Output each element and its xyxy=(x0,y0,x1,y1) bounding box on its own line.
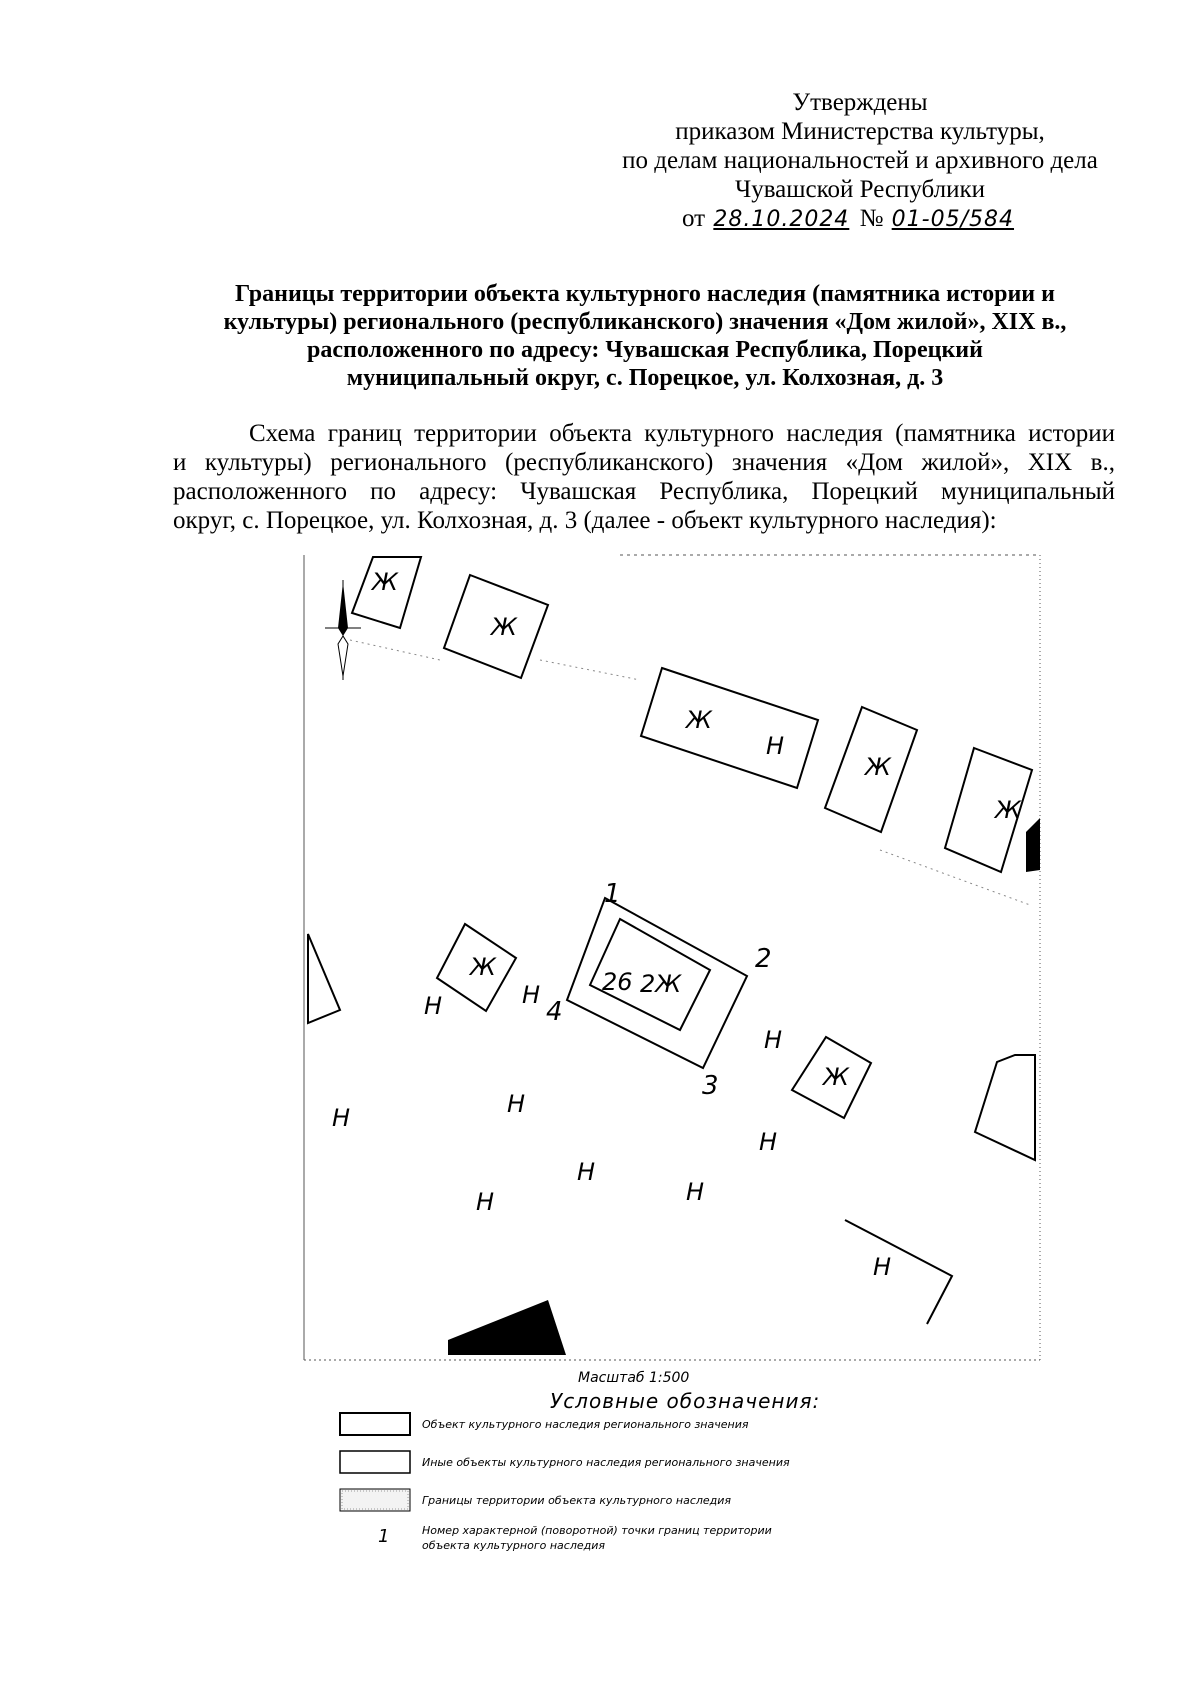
legend-point-sample: 1 xyxy=(378,1526,390,1547)
map-scale: Масштаб 1:500 xyxy=(578,1370,690,1386)
para-line-3: расположенного по адресу: Чувашская Республика, Порецкий муниципальный xyxy=(173,478,1115,505)
para-line-1: Схема границ территории объекта культурного наследия (памятника истории xyxy=(249,420,1115,447)
street-lines xyxy=(350,640,1030,905)
legend-item-3: Границы территории объекта культурного наследия xyxy=(422,1494,732,1507)
label-zh-5: Ж xyxy=(995,796,1021,824)
label-zh-7: Ж xyxy=(823,1063,849,1091)
partial-building-left xyxy=(308,934,340,1023)
legend-item-1: Объект культурного наследия регионального значения xyxy=(422,1418,749,1431)
street-edge-1 xyxy=(350,640,440,660)
title-line-1: Границы территории объекта культурного наследия (памятника истории и xyxy=(235,281,1055,307)
point-label-4: 4 xyxy=(546,997,563,1027)
label-n-10: Н xyxy=(476,1188,495,1216)
legend-item-4: Номер характерной (поворотной) точки границ территории xyxy=(422,1524,772,1537)
label-zh-3: Ж xyxy=(686,706,712,734)
approval-line-3: по делам национальностей и архивного дела xyxy=(622,147,1098,174)
label-n-4: Н xyxy=(764,1026,783,1054)
handwritten-order-number: 01-05/584 xyxy=(891,207,1015,232)
para-line-4: округ, с. Порецкое, ул. Колхозная, д. 3 (далее - объект культурного наследия): xyxy=(173,507,997,534)
label-n-6: Н xyxy=(507,1090,526,1118)
title-line-2: культуры) регионального (республиканского) значения «Дом жилой», XIX в., xyxy=(223,309,1067,335)
handwritten-date: 28.10.2024 xyxy=(713,207,850,232)
legend xyxy=(340,1389,820,1552)
building-right-edge xyxy=(975,1055,1035,1160)
legend-swatch-territory-boundary xyxy=(340,1489,410,1511)
approval-line-4: Чувашской Республики xyxy=(734,176,986,203)
legend-title: Условные обозначения: xyxy=(550,1389,821,1413)
filled-building-bottom xyxy=(448,1300,566,1355)
building-residential-3 xyxy=(641,668,818,788)
title-line-4: муниципальный округ, с. Порецкое, ул. Колхозная, д. 3 xyxy=(346,365,944,391)
label-n-2: Н xyxy=(424,992,443,1020)
label-zh-4: Ж xyxy=(865,753,891,781)
point-label-3: 3 xyxy=(702,1071,719,1101)
label-n-3: Н xyxy=(522,981,541,1009)
filled-building-right xyxy=(1026,818,1040,872)
number-prefix: № xyxy=(859,205,884,232)
building-nonresidential-corner xyxy=(845,1220,952,1324)
label-house-number: 26 xyxy=(602,968,633,996)
buildings xyxy=(352,557,1035,1324)
map-frame xyxy=(304,555,1040,1360)
street-edge-2 xyxy=(540,660,640,680)
label-main-building: 2Ж xyxy=(640,970,682,998)
label-zh-2: Ж xyxy=(491,613,517,641)
approval-line-2: приказом Министерства культуры, xyxy=(675,118,1045,145)
approval-line-1: Утверждены xyxy=(792,89,928,116)
label-zh-1: Ж xyxy=(372,568,398,596)
label-n-11: Н xyxy=(873,1253,892,1281)
legend-swatch-other-heritage xyxy=(340,1451,410,1473)
point-label-2: 2 xyxy=(755,944,772,974)
street-edge-3 xyxy=(880,850,1030,905)
legend-swatch-heritage-object xyxy=(340,1413,410,1435)
date-prefix: от xyxy=(681,205,706,232)
label-zh-6: Ж xyxy=(470,953,496,981)
label-n-8: Н xyxy=(577,1158,596,1186)
label-n-9: Н xyxy=(686,1178,705,1206)
north-arrow-icon xyxy=(325,580,361,680)
label-n-7: Н xyxy=(759,1128,778,1156)
label-n-5: Н xyxy=(332,1104,351,1132)
building-labels xyxy=(332,568,1022,1281)
point-label-1: 1 xyxy=(604,879,621,909)
para-line-2: и культуры) регионального (республиканского) значения «Дом жилой», XIX в., xyxy=(173,449,1115,476)
label-n-1: Н xyxy=(766,732,785,760)
title-line-3: расположенного по адресу: Чувашская Республика, Порецкий xyxy=(307,337,983,363)
legend-item-2: Иные объекты культурного наследия регионального значения xyxy=(422,1456,790,1469)
legend-item-4-line-2: объекта культурного наследия xyxy=(422,1539,605,1552)
